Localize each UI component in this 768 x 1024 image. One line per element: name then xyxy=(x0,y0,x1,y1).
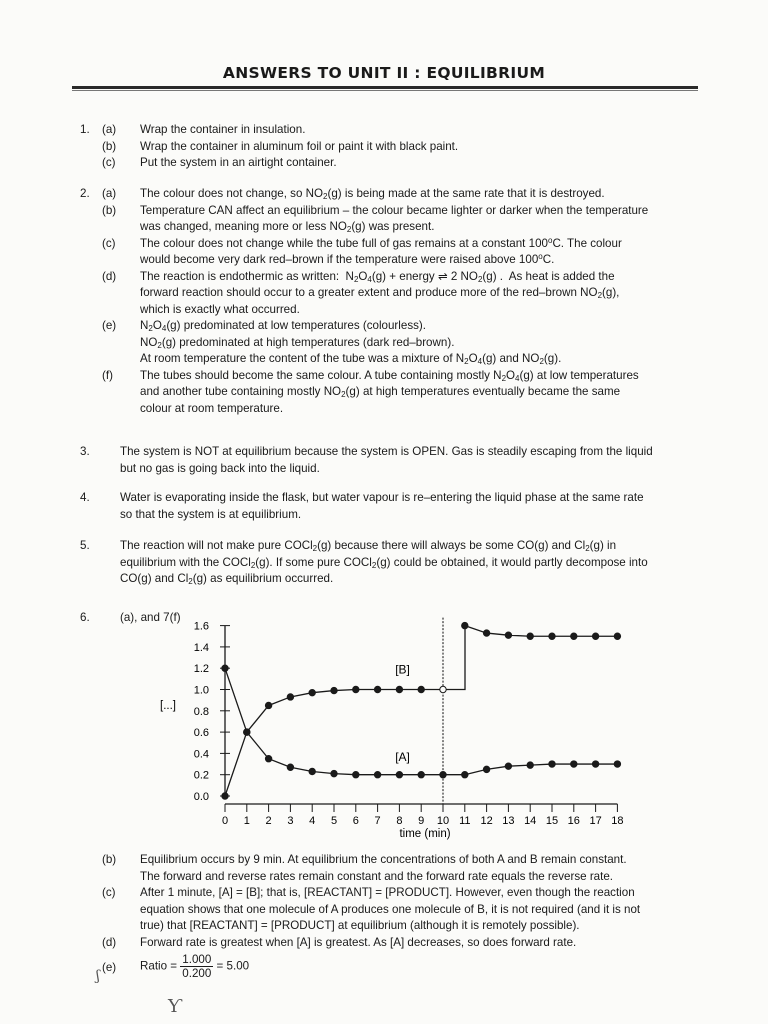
series-b-point xyxy=(527,633,533,639)
series-a-point xyxy=(222,665,228,671)
question-number: 3. xyxy=(80,445,90,458)
question-number: 4. xyxy=(80,491,90,504)
series-b-point xyxy=(418,686,424,692)
series-a-line xyxy=(225,668,617,775)
x-tick-label: 7 xyxy=(374,815,381,827)
x-tick-label: 9 xyxy=(418,815,425,827)
answer-6d: (d) Forward rate is greatest when [A] is greatest. As [A] decreases, so does forward rate. xyxy=(102,935,577,949)
series-b-point xyxy=(571,633,577,639)
series-b-point xyxy=(374,686,380,692)
series-b-point xyxy=(483,630,489,636)
series-b-point xyxy=(222,793,228,799)
pen-mark: ʃ xyxy=(96,968,100,984)
series-a-point xyxy=(244,729,250,735)
answer-2e: (e) $N_2O_4(g)$ predominated at low temperatures (colourless). $NO_2(g)$ predominated at high temperatures (dark red–brown). At room temperature the content of the tube was a mixture of $N_2O_4(g)$ and $NO_2(g)$. xyxy=(102,319,562,366)
series-b-point xyxy=(505,632,511,638)
x-tick-label: 10 xyxy=(436,815,450,827)
question-number: 2. xyxy=(80,187,90,200)
series-a-point xyxy=(527,762,533,768)
series-b-point xyxy=(309,689,315,695)
answer-2d: (d) The reaction is endothermic as written: $N_2O_4(g)$ + energy ⇌ 2 $NO_2(g)$ . As heat is added the forward reaction should occur to a greater extent and produce more of the red–brown $NO_2(g)$, which is exactly what occurred. xyxy=(102,269,620,316)
page-title: ANSWERS TO UNIT II : EQUILIBRIUM xyxy=(222,64,546,82)
y-tick-label: 0.6 xyxy=(193,727,209,740)
series-a-point xyxy=(440,772,446,778)
x-tick-label: 17 xyxy=(589,815,602,827)
x-tick-label: 2 xyxy=(265,815,272,827)
series-b-point xyxy=(331,687,337,693)
series-a-point xyxy=(505,763,511,769)
x-tick-label: 5 xyxy=(330,815,338,827)
y-tick-label: 1.6 xyxy=(193,620,209,633)
question-3 xyxy=(80,444,680,477)
question-2 xyxy=(80,186,680,417)
series-a-point xyxy=(592,761,598,767)
series-a-point xyxy=(462,772,468,778)
series-b-point xyxy=(396,686,402,692)
answer-3: The system is NOT at equilibrium because the system is OPEN. Gas is steadily escaping from the liquid but no gas is going back into the liquid. xyxy=(120,445,653,475)
series-a-point xyxy=(614,761,620,767)
answer-2f: (f) The tubes should become the same colour. A tube containing mostly $N_2O_4(g)$ at low temperatures and another tube containing mostly $NO_2(g)$ at high temperatures eventually became the same colour at room temperature. xyxy=(102,368,639,415)
series-b-point xyxy=(614,633,620,639)
x-tick-label: 8 xyxy=(396,815,403,827)
answer-2a: (a) The colour does not change, so $NO_2(g)$ is being made at the same rate that it is destroyed. xyxy=(102,187,605,201)
series-b-point xyxy=(549,633,555,639)
series-b-point xyxy=(592,633,598,639)
x-tick-label: 13 xyxy=(502,815,515,827)
series-a-point xyxy=(265,756,271,762)
series-b-point xyxy=(265,702,271,708)
series-b-point xyxy=(353,686,359,692)
title-rule xyxy=(72,86,698,89)
y-tick-label: 1.2 xyxy=(193,663,209,676)
answer-6b: (b) Equilibrium occurs by 9 min. At equilibrium the concentrations of both A and B remain constant. The forward and reverse rates remain constant and the forward rate equals the reverse rate. xyxy=(102,853,627,883)
series-b-point xyxy=(462,622,468,628)
series-a-point xyxy=(483,766,489,772)
x-tick-label: 1 xyxy=(243,815,250,827)
series-a-point xyxy=(571,761,577,767)
series-a-label: [A] xyxy=(395,749,410,764)
y-tick-label: 0.2 xyxy=(193,769,209,782)
x-tick-label: 18 xyxy=(611,815,624,827)
question-6-label: (a), and 7(f) xyxy=(120,611,181,624)
answer-5: The reaction will not make pure COCl$_2$(g) because there will always be some CO(g) and $Cl_2(g)$ in equilibrium with the COCl$_2$(g). If some pure COCl$_2$(g) could be obtained, it would partly decompose into CO(g) and $Cl_2(g)$ as equilibrium occurred. xyxy=(120,539,648,586)
question-number: 5. xyxy=(80,539,90,552)
question-1 xyxy=(80,122,680,172)
series-b-point xyxy=(440,686,446,692)
series-a-point xyxy=(374,772,380,778)
answer-6c: (c) After 1 minute, [A] = [B]; that is, [REACTANT] = [PRODUCT]. However, even though the reaction equation shows that one molecule of A produces one molecule of B, it is not required (and it is not true) that [REACTANT] = [PRODUCT] at equilibrium (although it is remotely possible). xyxy=(102,886,641,932)
series-b-point xyxy=(287,694,293,700)
series-a-point xyxy=(549,761,555,767)
equilibrium-arrow-icon: ⇌ xyxy=(437,269,448,283)
x-tick-label: 14 xyxy=(524,815,537,827)
series-b-line xyxy=(225,626,617,796)
question-5 xyxy=(80,538,680,588)
question-number: 1. xyxy=(80,123,90,136)
answer-2b: (b) Temperature CAN affect an equilibrium – the colour became lighter or darker when the temperature was changed, meaning more or less $NO_2(g)$ was present. xyxy=(102,203,649,234)
x-tick-label: 6 xyxy=(352,815,359,827)
ratio-fraction: $\frac{1.000}{0.200}$ xyxy=(182,953,212,980)
answer-1b: (b) Wrap the container in aluminum foil or paint it with black paint. xyxy=(102,139,459,153)
series-b-label: [B] xyxy=(395,662,410,677)
y-tick-label: 0.4 xyxy=(193,748,209,761)
concentration-time-chart xyxy=(0,600,768,840)
y-tick-label: 1.4 xyxy=(193,641,209,654)
answer-6e: (e) Ratio = $\frac{1.000}{0.200}$ = 5.00 xyxy=(102,953,250,980)
x-axis-label: time (min) xyxy=(399,828,451,840)
answer-1a: (a) Wrap the container in insulation. xyxy=(102,123,306,136)
x-tick-label: 16 xyxy=(567,815,580,827)
answer-1c: (c) Put the system in an airtight container. xyxy=(102,156,337,169)
y-tick-label: 0.8 xyxy=(193,705,209,718)
answer-2c: (c) The colour does not change while the tube full of gas remains at a constant 100$^o$C. The colour would become very dark red–brown if the temperature were raised above 100$^o$C. xyxy=(102,235,622,266)
series-a-point xyxy=(418,772,424,778)
x-tick-label: 0 xyxy=(221,815,229,827)
question-4 xyxy=(80,490,680,523)
question-6-parts xyxy=(80,852,680,980)
series-a-point xyxy=(396,772,402,778)
series-a-point xyxy=(331,770,337,776)
x-tick-label: 4 xyxy=(309,815,316,827)
x-tick-label: 15 xyxy=(545,815,559,827)
title-rule-thin xyxy=(72,90,698,91)
question-number: 6. xyxy=(80,611,90,624)
y-tick-label: 0.0 xyxy=(193,791,209,803)
series-a-point xyxy=(287,764,293,770)
x-tick-label: 3 xyxy=(287,815,294,827)
pen-mark: Ƴ xyxy=(168,996,182,1017)
answer-4: Water is evaporating inside the flask, but water vapour is re–entering the liquid phase at the same rate so that the system is at equilibrium. xyxy=(120,491,644,521)
series-a-point xyxy=(353,772,359,778)
y-axis-label: [...] xyxy=(160,700,176,712)
series-a-point xyxy=(309,768,315,774)
x-tick-label: 12 xyxy=(480,815,493,827)
y-tick-label: 1.0 xyxy=(193,684,209,697)
x-tick-label: 11 xyxy=(459,815,471,827)
